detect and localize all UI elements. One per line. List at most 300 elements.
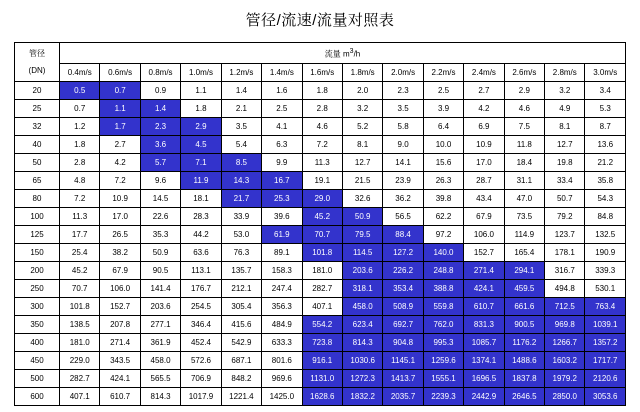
table-row	[15, 387, 626, 405]
flow-cell: 158.3	[262, 261, 302, 279]
flow-cell: 45.2	[60, 261, 100, 279]
flow-cell: 763.4	[585, 297, 626, 315]
flow-cell: 17.0	[464, 153, 504, 171]
flow-cell: 29.0	[302, 189, 342, 207]
flow-cell: 484.9	[262, 315, 302, 333]
pipe-flow-table	[14, 42, 626, 406]
flow-cell: 1145.1	[383, 351, 423, 369]
flow-cell: 316.7	[545, 261, 585, 279]
flow-cell: 1488.6	[504, 351, 544, 369]
flow-cell: 10.0	[423, 135, 463, 153]
flow-cell: 25.3	[262, 189, 302, 207]
flow-cell: 458.0	[342, 297, 382, 315]
flow-cell: 207.8	[100, 315, 140, 333]
flow-cell: 271.4	[100, 333, 140, 351]
flow-cell: 26.5	[100, 225, 140, 243]
dn-cell: 25	[15, 99, 60, 117]
flow-cell: 229.0	[60, 351, 100, 369]
flow-cell: 141.4	[140, 279, 180, 297]
flow-cell: 814.3	[140, 387, 180, 405]
flow-cell: 138.5	[60, 315, 100, 333]
table-header	[15, 43, 626, 82]
flow-cell: 88.4	[383, 225, 423, 243]
flow-cell: 21.5	[342, 171, 382, 189]
flow-cell: 706.9	[181, 369, 221, 387]
flow-cell: 33.9	[221, 207, 261, 225]
flow-header-sup: 3	[349, 48, 354, 55]
flow-cell: 5.8	[383, 117, 423, 135]
flow-header	[60, 43, 626, 64]
flow-cell: 181.0	[60, 333, 100, 351]
flow-cell: 361.9	[140, 333, 180, 351]
flow-cell: 346.4	[181, 315, 221, 333]
flow-cell: 32.6	[342, 189, 382, 207]
flow-cell: 7.2	[302, 135, 342, 153]
flow-cell: 801.6	[262, 351, 302, 369]
speed-header-5: 1.4m/s	[262, 63, 302, 81]
flow-cell: 9.0	[383, 135, 423, 153]
flow-cell: 50.7	[545, 189, 585, 207]
flow-cell: 28.3	[181, 207, 221, 225]
flow-cell: 661.6	[504, 297, 544, 315]
flow-cell: 1.8	[60, 135, 100, 153]
corner-header-line1: 管径	[29, 48, 45, 58]
corner-header-line2: (DN)	[28, 65, 46, 75]
flow-cell: 21.2	[585, 153, 626, 171]
flow-cell: 3.5	[383, 99, 423, 117]
flow-cell: 8.1	[545, 117, 585, 135]
flow-cell: 687.1	[221, 351, 261, 369]
flow-cell: 4.6	[302, 117, 342, 135]
flow-cell: 452.4	[181, 333, 221, 351]
flow-cell: 5.7	[140, 153, 180, 171]
flow-cell: 1.7	[100, 117, 140, 135]
flow-cell: 63.6	[181, 243, 221, 261]
flow-cell: 2.8	[302, 99, 342, 117]
speed-header-0: 0.4m/s	[60, 63, 100, 81]
flow-cell: 5.2	[342, 117, 382, 135]
table-row	[15, 261, 626, 279]
dn-cell: 150	[15, 243, 60, 261]
flow-cell: 152.7	[464, 243, 504, 261]
flow-cell: 916.1	[302, 351, 342, 369]
flow-cell: 12.7	[545, 135, 585, 153]
flow-cell: 0.5	[60, 81, 100, 99]
flow-cell: 2.3	[140, 117, 180, 135]
flow-cell: 33.4	[545, 171, 585, 189]
flow-cell: 2035.7	[383, 387, 423, 405]
flow-cell: 318.1	[342, 279, 382, 297]
flow-cell: 458.0	[140, 351, 180, 369]
flow-cell: 12.7	[342, 153, 382, 171]
flow-cell: 305.4	[221, 297, 261, 315]
corner-header	[15, 43, 60, 82]
flow-cell: 73.5	[504, 207, 544, 225]
flow-cell: 101.8	[60, 297, 100, 315]
flow-cell: 14.3	[221, 171, 261, 189]
flow-cell: 814.3	[342, 333, 382, 351]
table-container	[14, 42, 626, 406]
flow-cell: 1.4	[140, 99, 180, 117]
speed-header-6: 1.6m/s	[302, 63, 342, 81]
flow-cell: 2.9	[181, 117, 221, 135]
table-row	[15, 351, 626, 369]
flow-cell: 114.9	[504, 225, 544, 243]
dn-cell: 20	[15, 81, 60, 99]
flow-cell: 969.8	[545, 315, 585, 333]
flow-cell: 50.9	[140, 243, 180, 261]
flow-cell: 114.5	[342, 243, 382, 261]
flow-cell: 3.5	[221, 117, 261, 135]
dn-cell: 300	[15, 297, 60, 315]
flow-cell: 7.1	[181, 153, 221, 171]
flow-cell: 4.2	[100, 153, 140, 171]
table-row	[15, 333, 626, 351]
flow-cell: 969.6	[262, 369, 302, 387]
flow-cell: 56.5	[383, 207, 423, 225]
flow-header-tail: /h	[353, 49, 361, 59]
flow-cell: 152.7	[100, 297, 140, 315]
flow-cell: 25.4	[60, 243, 100, 261]
flow-cell: 2.1	[221, 99, 261, 117]
speed-header-11: 2.6m/s	[504, 63, 544, 81]
flow-cell: 39.6	[262, 207, 302, 225]
flow-cell: 407.1	[60, 387, 100, 405]
flow-cell: 424.1	[100, 369, 140, 387]
flow-cell: 90.5	[140, 261, 180, 279]
flow-cell: 407.1	[302, 297, 342, 315]
flow-cell: 226.2	[383, 261, 423, 279]
speed-header-9: 2.2m/s	[423, 63, 463, 81]
flow-cell: 723.8	[302, 333, 342, 351]
flow-cell: 692.7	[383, 315, 423, 333]
flow-cell: 190.9	[585, 243, 626, 261]
flow-cell: 3.6	[140, 135, 180, 153]
flow-cell: 35.3	[140, 225, 180, 243]
flow-cell: 62.2	[423, 207, 463, 225]
flow-cell: 339.3	[585, 261, 626, 279]
flow-cell: 343.5	[100, 351, 140, 369]
flow-cell: 10.9	[464, 135, 504, 153]
flow-cell: 11.3	[60, 207, 100, 225]
table-row	[15, 153, 626, 171]
table-row	[15, 225, 626, 243]
flow-cell: 762.0	[423, 315, 463, 333]
flow-cell: 7.2	[60, 189, 100, 207]
speed-header-4: 1.2m/s	[221, 63, 261, 81]
flow-cell: 10.9	[100, 189, 140, 207]
flow-cell: 101.8	[302, 243, 342, 261]
flow-cell: 848.2	[221, 369, 261, 387]
flow-cell: 247.4	[262, 279, 302, 297]
flow-cell: 16.7	[262, 171, 302, 189]
flow-cell: 53.0	[221, 225, 261, 243]
flow-cell: 5.4	[221, 135, 261, 153]
flow-cell: 424.1	[464, 279, 504, 297]
flow-cell: 3.2	[342, 99, 382, 117]
flow-cell: 1979.2	[545, 369, 585, 387]
flow-cell: 1413.7	[383, 369, 423, 387]
flow-cell: 106.0	[464, 225, 504, 243]
dn-cell: 500	[15, 369, 60, 387]
dn-cell: 250	[15, 279, 60, 297]
flow-cell: 1272.3	[342, 369, 382, 387]
flow-cell: 1357.2	[585, 333, 626, 351]
flow-cell: 9.9	[262, 153, 302, 171]
flow-cell: 14.5	[140, 189, 180, 207]
speed-header-3: 1.0m/s	[181, 63, 221, 81]
flow-cell: 2.0	[342, 81, 382, 99]
flow-cell: 1628.6	[302, 387, 342, 405]
flow-cell: 282.7	[302, 279, 342, 297]
flow-cell: 1221.4	[221, 387, 261, 405]
flow-cell: 76.3	[221, 243, 261, 261]
flow-cell: 7.2	[100, 171, 140, 189]
flow-cell: 7.5	[504, 117, 544, 135]
flow-cell: 271.4	[464, 261, 504, 279]
flow-cell: 1.6	[262, 81, 302, 99]
flow-cell: 3.2	[545, 81, 585, 99]
flow-cell: 353.4	[383, 279, 423, 297]
speed-header-12: 2.8m/s	[545, 63, 585, 81]
dn-cell: 40	[15, 135, 60, 153]
table-row	[15, 81, 626, 99]
flow-cell: 1.1	[100, 99, 140, 117]
flow-cell: 8.5	[221, 153, 261, 171]
flow-cell: 1.8	[181, 99, 221, 117]
flow-cell: 572.6	[181, 351, 221, 369]
page-title: 管径/流速/流量对照表	[245, 12, 395, 29]
flow-cell: 38.2	[100, 243, 140, 261]
flow-cell: 127.2	[383, 243, 423, 261]
flow-cell: 181.0	[302, 261, 342, 279]
flow-cell: 900.5	[504, 315, 544, 333]
flow-cell: 135.7	[221, 261, 261, 279]
flow-cell: 712.5	[545, 297, 585, 315]
table-row	[15, 315, 626, 333]
flow-cell: 113.1	[181, 261, 221, 279]
flow-cell: 282.7	[60, 369, 100, 387]
table-row	[15, 171, 626, 189]
speed-header-10: 2.4m/s	[464, 63, 504, 81]
flow-cell: 44.2	[181, 225, 221, 243]
flow-cell: 565.5	[140, 369, 180, 387]
flow-cell: 4.8	[60, 171, 100, 189]
flow-cell: 6.4	[423, 117, 463, 135]
flow-cell: 1374.1	[464, 351, 504, 369]
flow-cell: 36.2	[383, 189, 423, 207]
flow-cell: 633.3	[262, 333, 302, 351]
flow-cell: 4.9	[545, 99, 585, 117]
dn-cell: 65	[15, 171, 60, 189]
flow-cell: 388.8	[423, 279, 463, 297]
flow-cell: 11.9	[181, 171, 221, 189]
flow-cell: 1717.7	[585, 351, 626, 369]
flow-cell: 13.6	[585, 135, 626, 153]
flow-cell: 2120.6	[585, 369, 626, 387]
flow-cell: 904.8	[383, 333, 423, 351]
flow-cell: 2239.3	[423, 387, 463, 405]
flow-cell: 203.6	[342, 261, 382, 279]
dn-cell: 400	[15, 333, 60, 351]
flow-cell: 1603.2	[545, 351, 585, 369]
dn-cell: 100	[15, 207, 60, 225]
flow-cell: 4.1	[262, 117, 302, 135]
speed-header-13: 3.0m/s	[585, 63, 626, 81]
flow-cell: 1555.1	[423, 369, 463, 387]
flow-cell: 8.1	[342, 135, 382, 153]
flow-cell: 50.9	[342, 207, 382, 225]
flow-cell: 415.6	[221, 315, 261, 333]
flow-cell: 79.5	[342, 225, 382, 243]
dn-cell: 350	[15, 315, 60, 333]
dn-cell: 50	[15, 153, 60, 171]
speed-header-7: 1.8m/s	[342, 63, 382, 81]
flow-cell: 176.7	[181, 279, 221, 297]
flow-cell: 1259.6	[423, 351, 463, 369]
flow-cell: 9.6	[140, 171, 180, 189]
flow-cell: 254.5	[181, 297, 221, 315]
header-row-speeds	[15, 63, 626, 81]
header-row-flow	[15, 43, 626, 64]
flow-cell: 623.4	[342, 315, 382, 333]
flow-cell: 43.4	[464, 189, 504, 207]
flow-cell: 47.0	[504, 189, 544, 207]
flow-cell: 45.2	[302, 207, 342, 225]
flow-cell: 1696.5	[464, 369, 504, 387]
flow-cell: 6.9	[464, 117, 504, 135]
speed-header-8: 2.0m/s	[383, 63, 423, 81]
flow-cell: 2.7	[100, 135, 140, 153]
flow-cell: 294.1	[504, 261, 544, 279]
flow-cell: 2.5	[423, 81, 463, 99]
flow-cell: 178.1	[545, 243, 585, 261]
flow-cell: 61.9	[262, 225, 302, 243]
speed-header-1: 0.6m/s	[100, 63, 140, 81]
flow-cell: 19.8	[545, 153, 585, 171]
dn-cell: 600	[15, 387, 60, 405]
table-row	[15, 369, 626, 387]
flow-cell: 508.9	[383, 297, 423, 315]
flow-cell: 559.8	[423, 297, 463, 315]
flow-cell: 248.8	[423, 261, 463, 279]
flow-cell: 17.0	[100, 207, 140, 225]
flow-cell: 1017.9	[181, 387, 221, 405]
flow-cell: 3.9	[423, 99, 463, 117]
speed-header-2: 0.8m/s	[140, 63, 180, 81]
flow-cell: 2.5	[262, 99, 302, 117]
flow-cell: 11.8	[504, 135, 544, 153]
flow-cell: 165.4	[504, 243, 544, 261]
table-row	[15, 207, 626, 225]
table-row	[15, 189, 626, 207]
flow-cell: 22.6	[140, 207, 180, 225]
flow-cell: 1.1	[181, 81, 221, 99]
flow-cell: 831.3	[464, 315, 504, 333]
flow-cell: 2646.5	[504, 387, 544, 405]
flow-header-base: 流量 m	[324, 49, 350, 59]
flow-cell: 123.7	[545, 225, 585, 243]
flow-cell: 106.0	[100, 279, 140, 297]
flow-cell: 610.7	[464, 297, 504, 315]
flow-cell: 542.9	[221, 333, 261, 351]
flow-cell: 28.7	[464, 171, 504, 189]
flow-cell: 0.9	[140, 81, 180, 99]
flow-cell: 84.8	[585, 207, 626, 225]
flow-cell: 1.4	[221, 81, 261, 99]
flow-cell: 1266.7	[545, 333, 585, 351]
flow-cell: 19.1	[302, 171, 342, 189]
flow-cell: 212.1	[221, 279, 261, 297]
flow-cell: 70.7	[302, 225, 342, 243]
flow-cell: 2.7	[464, 81, 504, 99]
flow-cell: 1176.2	[504, 333, 544, 351]
flow-cell: 35.8	[585, 171, 626, 189]
flow-cell: 0.7	[60, 99, 100, 117]
flow-cell: 1837.8	[504, 369, 544, 387]
flow-cell: 6.3	[262, 135, 302, 153]
flow-cell: 31.1	[504, 171, 544, 189]
flow-cell: 89.1	[262, 243, 302, 261]
flow-cell: 14.1	[383, 153, 423, 171]
flow-cell: 17.7	[60, 225, 100, 243]
flow-cell: 18.4	[504, 153, 544, 171]
flow-cell: 1832.2	[342, 387, 382, 405]
flow-cell: 0.7	[100, 81, 140, 99]
flow-cell: 2.9	[504, 81, 544, 99]
flow-cell: 79.2	[545, 207, 585, 225]
flow-cell: 610.7	[100, 387, 140, 405]
flow-cell: 54.3	[585, 189, 626, 207]
flow-cell: 1.8	[302, 81, 342, 99]
flow-cell: 277.1	[140, 315, 180, 333]
table-row	[15, 135, 626, 153]
flow-cell: 140.0	[423, 243, 463, 261]
dn-cell: 125	[15, 225, 60, 243]
flow-cell: 1.2	[60, 117, 100, 135]
flow-cell: 1030.6	[342, 351, 382, 369]
flow-cell: 494.8	[545, 279, 585, 297]
flow-cell: 4.6	[504, 99, 544, 117]
dn-cell: 200	[15, 261, 60, 279]
flow-cell: 67.9	[464, 207, 504, 225]
table-row	[15, 297, 626, 315]
flow-cell: 15.6	[423, 153, 463, 171]
table-row	[15, 243, 626, 261]
flow-cell: 21.7	[221, 189, 261, 207]
table-row	[15, 279, 626, 297]
flow-cell: 1131.0	[302, 369, 342, 387]
flow-cell: 2850.0	[545, 387, 585, 405]
flow-cell: 11.3	[302, 153, 342, 171]
flow-cell: 1085.7	[464, 333, 504, 351]
flow-cell: 995.3	[423, 333, 463, 351]
flow-cell: 1039.1	[585, 315, 626, 333]
flow-cell: 203.6	[140, 297, 180, 315]
flow-cell: 97.2	[423, 225, 463, 243]
flow-cell: 2.8	[60, 153, 100, 171]
flow-cell: 67.9	[100, 261, 140, 279]
flow-cell: 70.7	[60, 279, 100, 297]
flow-cell: 356.3	[262, 297, 302, 315]
table-row	[15, 99, 626, 117]
flow-cell: 3053.6	[585, 387, 626, 405]
flow-cell: 554.2	[302, 315, 342, 333]
table-body	[15, 81, 626, 405]
flow-cell: 530.1	[585, 279, 626, 297]
flow-cell: 4.2	[464, 99, 504, 117]
flow-cell: 459.5	[504, 279, 544, 297]
